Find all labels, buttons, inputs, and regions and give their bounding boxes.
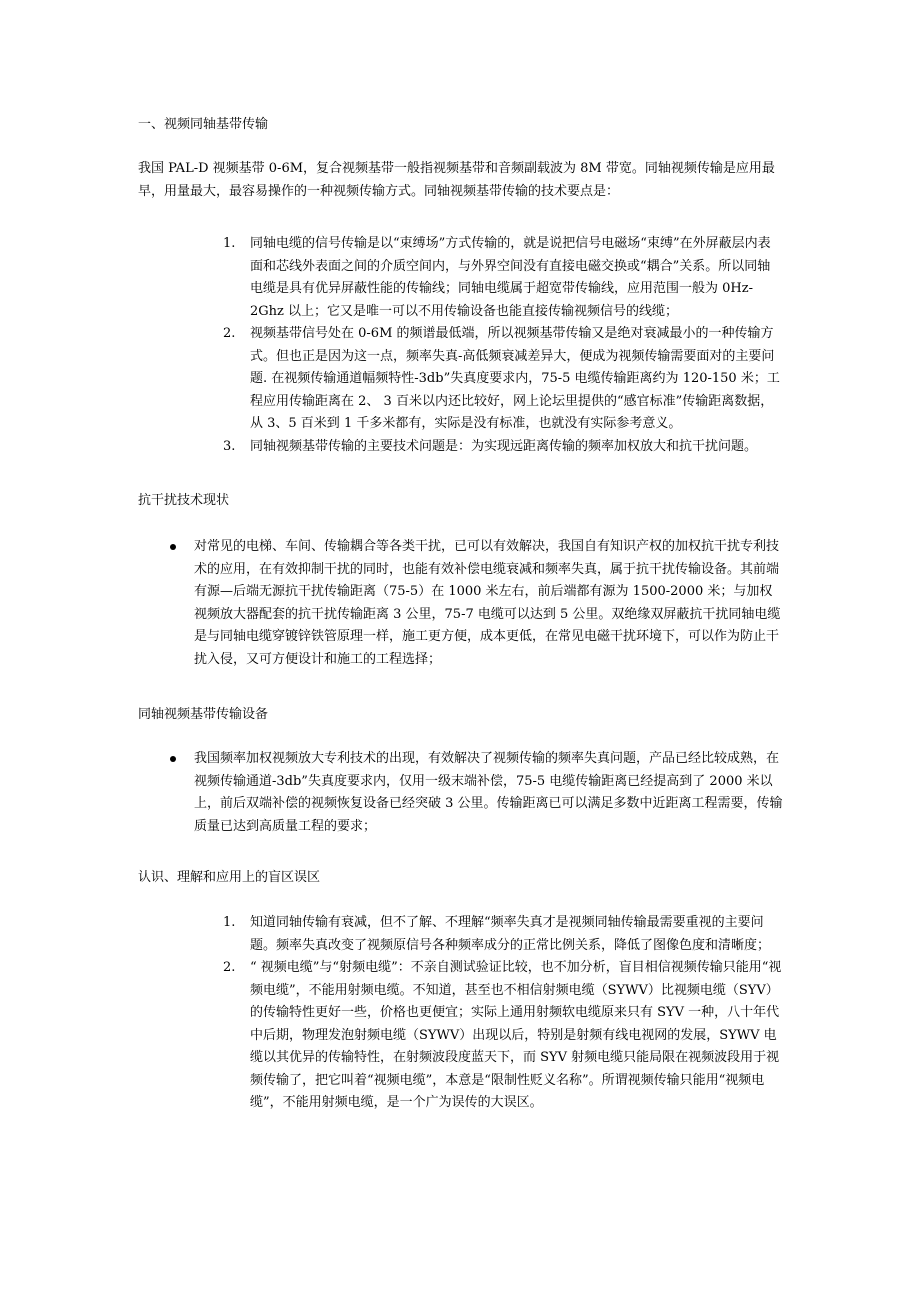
- list-item: [223, 912, 783, 957]
- list-number: 1.: [223, 915, 236, 930]
- list-number: 2.: [223, 326, 236, 341]
- technical-points-list: [223, 233, 783, 458]
- equipment-list: [194, 748, 784, 838]
- list-item: [223, 323, 783, 436]
- intro-paragraph: 我国 PAL-D 视频基带 0-6M，复合视频基带一般指视频基带和音频副载波为 8M 带宽。同轴视频传输是应用最早，用量最大，最容易操作的一种视频传输方式。同轴视频基带传输的技术要点是：: [138, 161, 775, 199]
- list-item-text: 知道同轴传输有衰减，但不了解、不理解“频率失真才是视频同轴传输最需要重视的主要问题。频率失真改变了视频原信号各种频率成分的正常比例关系，降低了图像色度和清晰度；: [250, 915, 771, 953]
- list-item-text: 对常见的电梯、车间、传输耦合等各类干扰，已可以有效解决，我国自有知识产权的加权抗干扰专利技术的应用，在有效抑制干扰的同时，也能有效补偿电缆衰减和频率失真，属于抗干扰传输设备。其前端有源—后端无源抗干扰传输距离（75-5）在 1000 米左右，前后端都有源为 1500-2000 米；与加权视频放大器配套的抗干扰传输距离 3 公里，75-7 电缆可以达到 5 公里。双绝缘双屏蔽抗干扰同轴电缆是与同轴电缆穿镀锌铁管原理一样，施工更方便，成本更低，在常见电磁干扰环境下，可以作为防止干扰入侵，又可方便设计和施工的工程选择；: [194, 539, 781, 667]
- section-title-equipment: 同轴视频基带传输设备: [138, 707, 269, 722]
- list-item: [223, 233, 783, 323]
- anti-interference-list: [194, 536, 784, 671]
- section-title-misconceptions: 认识、理解和应用上的盲区误区: [138, 870, 321, 885]
- list-item-text: 视频基带信号处在 0-6M 的频谱最低端，所以视频基带传输又是绝对衰减最小的一种传输方式。但也正是因为这一点，频率失真-高低频衰减差异大，便成为视频传输需要面对的主要问题. 在视频传输通道幅频特性-3db”失真度要求内，75-5 电缆传输距离约为 120-150 米；工程应用传输距离在 2、 3 百米以内还比较好，网上论坛里提供的“感官标准”传输距离数据，从 3、5 百米到 1 千多米都有，实际是没有标准，也就没有实际参考意义。: [250, 326, 780, 431]
- list-number: 2.: [223, 960, 236, 975]
- list-number: 3.: [223, 438, 236, 454]
- list-item: [194, 536, 784, 671]
- section-title-anti-interference: 抗干扰技术现状: [138, 493, 230, 508]
- list-item: [194, 748, 784, 838]
- list-item: [223, 957, 783, 1115]
- list-item-text: 同轴视频基带传输的主要技术问题是：为实现远距离传输的频率加权放大和抗干扰问题。: [250, 438, 758, 454]
- misconceptions-list: [223, 912, 783, 1115]
- list-item-text: “ 视频电缆”与“射频电缆”：不亲自测试验证比较，也不加分析，盲目相信视频传输只能用“视频电缆”，不能用射频电缆。不知道，甚至也不相信射频电缆（SYWV）比视频电缆（SYV）的传输特性更好一些，价格也更便宜；实际上通用射频软电缆原来只有 SYV 一种，八十年代中后期，物理发泡射频电缆（SYWV）出现以后，特别是射频有线电视网的发展，SYWV 电缆以其优异的传输特性，在射频波段度蓝天下，而 SYV 射频电缆只能局限在视频波段用于视频传输了，把它叫着“视频电缆”，本意是“限制性贬义名称”。所谓视频传输只能用“视频电缆”，不能用射频电缆，是一个广为误传的大误区。: [250, 960, 782, 1110]
- list-item-text: 我国频率加权视频放大专利技术的出现，有效解决了视频传输的频率失真问题，产品已经比较成熟，在视频传输通道-3db”失真度要求内，仅用一级末端补偿，75-5 电缆传输距离已经提高到了 2000 米以上，前后双端补偿的视频恢复设备已经突破 3 公里。传输距离已可以满足多数中近距离工程需要，传输质量已达到高质量工程的要求；: [194, 751, 783, 834]
- bullet-icon: [170, 756, 176, 762]
- section-title-coaxial-baseband: 一、视频同轴基带传输: [138, 117, 269, 132]
- list-item-text: 同轴电缆的信号传输是以“束缚场”方式传输的，就是说把信号电磁场“束缚”在外屏蔽层内表面和芯线外表面之间的介质空间内，与外界空间没有直接电磁交换或“耦合”关系。所以同轴电缆是具有优异屏蔽性能的传输线；同轴电缆属于超宽带传输线，应用范围一般为 0Hz-2Ghz 以上；它又是唯一可以不用传输设备也能直接传输视频信号的线缆；: [250, 236, 771, 319]
- bullet-icon: [170, 544, 176, 550]
- list-item: [223, 436, 783, 459]
- list-number: 1.: [223, 236, 236, 251]
